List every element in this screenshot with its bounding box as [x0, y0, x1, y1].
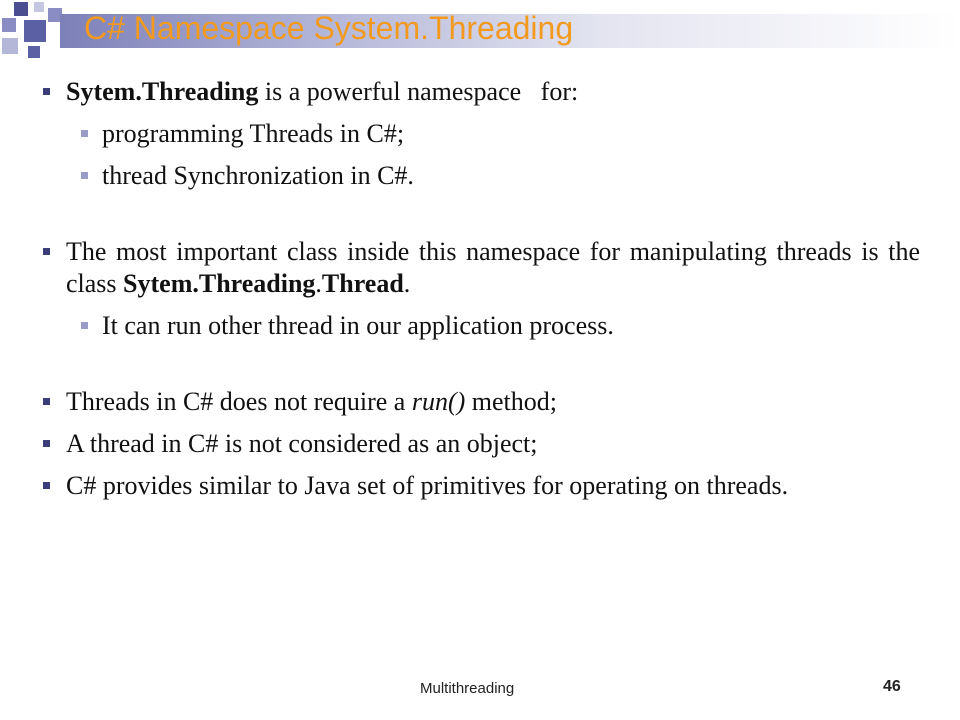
bullet-square-icon: [81, 322, 88, 329]
bullet-text: .: [403, 269, 411, 298]
decor-square: [2, 38, 18, 54]
bullet-text: method;: [465, 387, 558, 416]
bullet-text: thread Synchronization in C#.: [102, 161, 414, 190]
slide-content: [40, 76, 920, 502]
decor-square: [24, 20, 46, 42]
bullet-square-icon: [43, 482, 50, 489]
bullet-text: programming Threads in C#;: [102, 119, 405, 148]
sub-bullet-item: [40, 160, 920, 192]
bullet-item: [40, 76, 920, 108]
bullet-text: Threads in C# does not require a: [66, 387, 412, 416]
bullet-item: [40, 386, 920, 418]
bullet-item: [40, 428, 920, 460]
bold-text: Thread: [321, 269, 404, 298]
sub-bullet-item: [40, 118, 920, 150]
slide-title: C# Namespace System.Threading: [84, 10, 574, 46]
bullet-item: [40, 236, 920, 300]
italic-text: run(): [411, 387, 466, 416]
footer-text: Multithreading: [420, 680, 515, 697]
bullet-square-icon: [81, 172, 88, 179]
bullet-item: [40, 470, 920, 502]
bullet-square-icon: [43, 248, 50, 255]
bullet-square-icon: [43, 88, 50, 95]
decor-square: [14, 2, 28, 16]
bullet-text: A thread in C# is not considered as an object;: [66, 429, 538, 458]
sub-bullet-item: [40, 310, 920, 342]
bullet-text: C# provides similar to Java set of primitives for operating on threads.: [66, 471, 789, 500]
page-number: 46: [883, 678, 901, 695]
bullet-text: It can run other thread in our application process.: [102, 311, 614, 340]
decor-square: [2, 18, 16, 32]
bullet-square-icon: [81, 130, 88, 137]
bullet-square-icon: [43, 398, 50, 405]
bullet-text: is a powerful namespace for:: [258, 77, 579, 106]
decor-square: [28, 46, 40, 58]
bullet-square-icon: [43, 440, 50, 447]
decor-square: [34, 2, 44, 12]
bold-text: Sytem.Threading: [66, 77, 259, 106]
bullet-text: .: [315, 269, 322, 298]
bullet-text: The most important class inside this namespace for manipulating threads is the class: [66, 237, 920, 298]
bold-text: Sytem.Threading: [123, 269, 316, 298]
